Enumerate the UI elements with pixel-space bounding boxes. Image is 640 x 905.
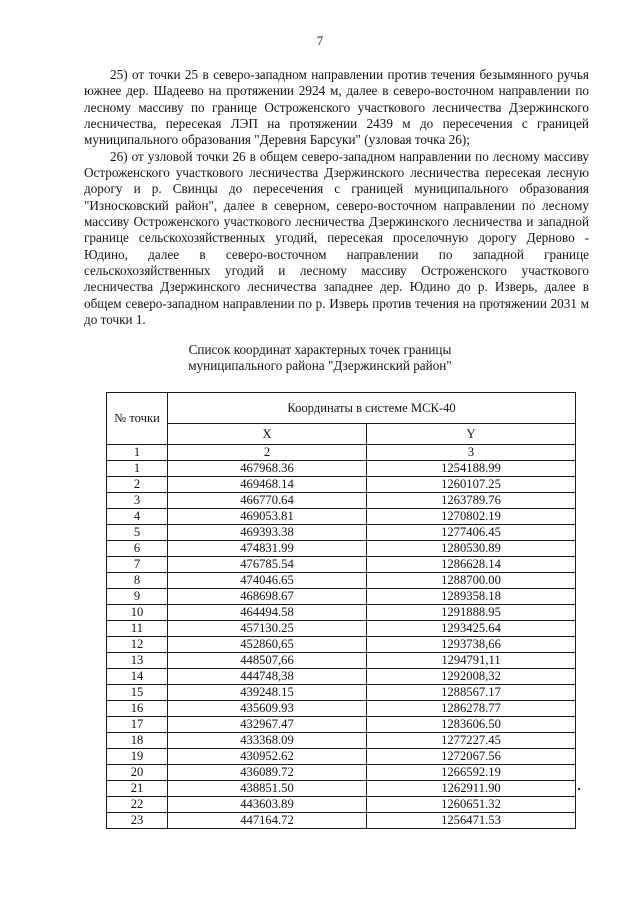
y-coordinate-cell: 1266592.19 [367,765,576,781]
x-coordinate-cell: 439248.15 [168,685,367,701]
paragraph-25: 25) от точки 25 в северо-западном направлении против течения безымянного ручья южнее дер. Шадеево на протяжении 2924 м, далее в северо-восточном направлении по лесному массиву по границе Остроженского участкового лесничества Дзержинского лесничества, пересекая ЛЭП на протяжении 2439 м до пересечения с границей муниципального образования "Деревня Барсуки" (узловая точка 26); [84,67,589,148]
x-coordinate-cell: 436089.72 [168,765,367,781]
table-title-line-2: муниципального района "Дзержинский район" [188,358,452,373]
header-coordinates: Координаты в системе МСК-40 [168,393,576,424]
coordinates-table-body [107,461,576,829]
x-coordinate-cell: 468698.67 [168,589,367,605]
point-number-cell: 9 [107,589,168,605]
y-coordinate-cell: 1277227.45 [367,733,576,749]
table-row [107,797,576,813]
y-coordinate-cell: 1293425.64 [367,621,576,637]
point-number-cell: 5 [107,525,168,541]
y-coordinate-cell: 1292008,32 [367,669,576,685]
table-row [107,637,576,653]
point-number-cell: 15 [107,685,168,701]
table-row [107,749,576,765]
coordinates-table [106,392,576,829]
table-row [107,653,576,669]
y-coordinate-cell: 1286278.77 [367,701,576,717]
point-number-cell: 14 [107,669,168,685]
x-coordinate-cell: 443603.89 [168,797,367,813]
x-coordinate-cell: 447164.72 [168,813,367,829]
point-number-cell: 22 [107,797,168,813]
point-number-cell: 3 [107,493,168,509]
x-coordinate-cell: 457130.25 [168,621,367,637]
table-row [107,621,576,637]
table-row [107,733,576,749]
y-coordinate-cell: 1260651.32 [367,797,576,813]
point-number-cell: 19 [107,749,168,765]
table-row [107,557,576,573]
x-coordinate-cell: 433368.09 [168,733,367,749]
table-row [107,605,576,621]
page-number: 7 [316,34,324,48]
table-row [107,461,576,477]
x-coordinate-cell: 464494.58 [168,605,367,621]
table-row [107,765,576,781]
x-coordinate-cell: 432967.47 [168,717,367,733]
y-coordinate-cell: 1294791,11 [367,653,576,669]
y-coordinate-cell: 1263789.76 [367,493,576,509]
y-coordinate-cell: 1280530.89 [367,541,576,557]
table-row [107,541,576,557]
table-row [107,493,576,509]
table-row [107,701,576,717]
body-text [84,67,589,329]
table-row [107,573,576,589]
table-row [107,477,576,493]
table-row [107,781,576,797]
header-point-number: № точки [107,393,168,445]
table-row [107,813,576,829]
x-coordinate-cell: 466770.64 [168,493,367,509]
y-coordinate-cell: 1260107.25 [367,477,576,493]
header-y: Y [367,424,576,445]
scan-speck [578,788,580,790]
x-coordinate-cell: 469053.81 [168,509,367,525]
point-number-cell: 2 [107,477,168,493]
point-number-cell: 12 [107,637,168,653]
column-number-2: 2 [168,445,367,461]
x-coordinate-cell: 469468.14 [168,477,367,493]
column-number-3: 3 [367,445,576,461]
table-row [107,669,576,685]
point-number-cell: 16 [107,701,168,717]
x-coordinate-cell: 469393.38 [168,525,367,541]
y-coordinate-cell: 1272067.56 [367,749,576,765]
y-coordinate-cell: 1289358.18 [367,589,576,605]
paragraph-26: 26) от узловой точки 26 в общем северо-западном направлении по лесному массиву Остроженского участкового лесничества Дзержинского лесничества пересекая лесную дорогу и р. Свинцы до пересечения с границей муниципального образования "Износковский район", далее в северном, северо-восточном направлении по лесному массиву Остроженского участкового лесничества Дзержинского лесничества и западной границе сельскохозяйственных угодий, пересекая проселочную дорогу Дерново - Юдино, далее в северо-восточном направлении по западной границе сельскохозяйственных угодий и лесному массиву Остроженского участкового лесничества Дзержинского лесничества западнее дер. Юдино до р. Изверь, далее в общем северо-западном направлении по р. Изверь против течения на протяжении 2031 м до точки 1. [84,148,589,328]
y-coordinate-cell: 1288567.17 [367,685,576,701]
table-title [0,342,640,374]
x-coordinate-cell: 438851.50 [168,781,367,797]
y-coordinate-cell: 1293738,66 [367,637,576,653]
y-coordinate-cell: 1256471.53 [367,813,576,829]
point-number-cell: 1 [107,461,168,477]
y-coordinate-cell: 1262911.90 [367,781,576,797]
point-number-cell: 4 [107,509,168,525]
x-coordinate-cell: 448507,66 [168,653,367,669]
x-coordinate-cell: 476785.54 [168,557,367,573]
x-coordinate-cell: 467968.36 [168,461,367,477]
y-coordinate-cell: 1254188.99 [367,461,576,477]
x-coordinate-cell: 452860,65 [168,637,367,653]
x-coordinate-cell: 444748,38 [168,669,367,685]
table-row [107,589,576,605]
header-x: X [168,424,367,445]
x-coordinate-cell: 435609.93 [168,701,367,717]
x-coordinate-cell: 474046.65 [168,573,367,589]
y-coordinate-cell: 1277406.45 [367,525,576,541]
y-coordinate-cell: 1288700.00 [367,573,576,589]
y-coordinate-cell: 1283606.50 [367,717,576,733]
table-row [107,509,576,525]
y-coordinate-cell: 1291888.95 [367,605,576,621]
point-number-cell: 7 [107,557,168,573]
point-number-cell: 6 [107,541,168,557]
point-number-cell: 8 [107,573,168,589]
y-coordinate-cell: 1270802.19 [367,509,576,525]
point-number-cell: 18 [107,733,168,749]
point-number-cell: 11 [107,621,168,637]
point-number-cell: 21 [107,781,168,797]
x-coordinate-cell: 474831.99 [168,541,367,557]
point-number-cell: 17 [107,717,168,733]
point-number-cell: 23 [107,813,168,829]
point-number-cell: 10 [107,605,168,621]
point-number-cell: 13 [107,653,168,669]
table-row [107,525,576,541]
point-number-cell: 20 [107,765,168,781]
y-coordinate-cell: 1286628.14 [367,557,576,573]
x-coordinate-cell: 430952.62 [168,749,367,765]
column-number-1: 1 [107,445,168,461]
table-title-line-1: Список координат характерных точек границы [188,342,452,357]
table-row [107,685,576,701]
table-row [107,717,576,733]
